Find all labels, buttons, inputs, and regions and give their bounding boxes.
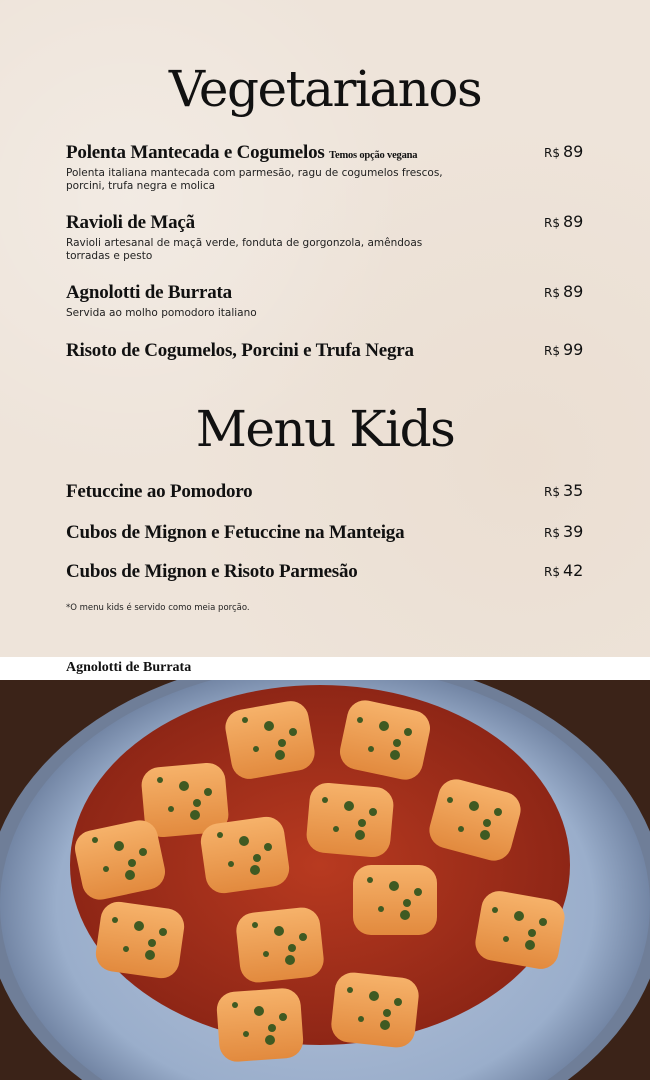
pesto-speck [123, 946, 129, 952]
pesto-speck [525, 940, 535, 950]
pesto-speck [268, 1024, 276, 1032]
pesto-speck [367, 877, 373, 883]
item-price [544, 142, 583, 161]
pesto-speck [190, 810, 200, 820]
pesto-speck [539, 918, 547, 926]
pesto-speck [403, 899, 411, 907]
price-value: 89 [562, 282, 584, 301]
agnolotti-piece [305, 781, 395, 858]
item-name: Ravioli de Maçã [66, 212, 195, 233]
price-value: 89 [562, 142, 584, 161]
pesto-speck [503, 936, 509, 942]
pesto-speck [204, 788, 212, 796]
pesto-speck [264, 721, 274, 731]
price-value: 35 [562, 481, 584, 500]
pesto-speck [469, 801, 479, 811]
pesto-speck [157, 777, 163, 783]
pesto-speck [168, 806, 174, 812]
pesto-speck [92, 837, 98, 843]
pesto-speck [265, 1035, 275, 1045]
pesto-speck [239, 836, 249, 846]
item-description: Ravioli artesanal de maçã verde, fonduta de gorgonzola, amêndoas torradas e pesto [66, 237, 423, 262]
pesto-speck [514, 911, 524, 921]
item-price [544, 481, 583, 500]
pesto-speck [322, 797, 328, 803]
item-price [544, 282, 583, 301]
currency: R$ [544, 344, 560, 358]
pesto-speck [389, 881, 399, 891]
menu-item [66, 340, 586, 362]
pesto-speck [112, 917, 118, 923]
pesto-speck [275, 750, 285, 760]
photo-caption: Agnolotti de Burrata [66, 660, 192, 675]
pesto-speck [274, 926, 284, 936]
pesto-speck [288, 944, 296, 952]
item-price [544, 522, 583, 541]
agnolotti-piece [216, 987, 305, 1063]
currency: R$ [544, 146, 560, 160]
item-name: Agnolotti de Burrata [66, 282, 232, 303]
pesto-speck [355, 830, 365, 840]
agnolotti-piece [353, 865, 437, 935]
item-price [544, 561, 583, 580]
pesto-speck [333, 826, 339, 832]
price-value: 39 [562, 522, 584, 541]
item-price [544, 212, 583, 231]
agnolotti-piece [94, 899, 187, 980]
pesto-speck [378, 906, 384, 912]
currency: R$ [544, 485, 560, 499]
pesto-speck [139, 848, 147, 856]
pesto-speck [193, 799, 201, 807]
pesto-speck [492, 907, 498, 913]
pesto-speck [103, 866, 109, 872]
agnolotti-piece [473, 888, 568, 972]
pesto-speck [358, 1016, 364, 1022]
pesto-speck [483, 819, 491, 827]
pesto-speck [250, 865, 260, 875]
agnolotti-piece [199, 814, 292, 895]
pesto-speck [299, 933, 307, 941]
pesto-speck [414, 888, 422, 896]
currency: R$ [544, 565, 560, 579]
pesto-speck [253, 854, 261, 862]
pesto-speck [289, 728, 297, 736]
price-value: 89 [562, 212, 584, 231]
pesto-speck [393, 739, 401, 747]
pesto-speck [285, 955, 295, 965]
pesto-speck [404, 728, 412, 736]
menu-item [66, 561, 586, 583]
pesto-speck [369, 808, 377, 816]
pesto-speck [279, 1013, 287, 1021]
pesto-speck [380, 1020, 390, 1030]
pesto-speck [264, 843, 272, 851]
pesto-speck [125, 870, 135, 880]
item-name: Fetuccine ao Pomodoro [66, 481, 253, 502]
pesto-speck [114, 841, 124, 851]
item-note-vegan: Temos opção vegana [329, 150, 418, 161]
currency: R$ [544, 216, 560, 230]
pesto-speck [254, 1006, 264, 1016]
menu-item [66, 282, 586, 320]
menu-item [66, 142, 586, 192]
section-title-vegetarianos: Vegetarianos [168, 60, 482, 118]
kids-footnote: *O menu kids é servido como meia porção. [66, 603, 250, 613]
pesto-speck [148, 939, 156, 947]
item-description: Polenta italiana mantecada com parmesão, ragu de cogumelos frescos, porcini, trufa negra e molica [66, 167, 443, 192]
agnolotti-piece [235, 906, 326, 984]
pesto-speck [134, 921, 144, 931]
pesto-speck [528, 929, 536, 937]
pesto-speck [128, 859, 136, 867]
pesto-speck [394, 998, 402, 1006]
pesto-speck [358, 819, 366, 827]
photo-caption-band [0, 657, 650, 680]
item-price [544, 340, 583, 359]
pesto-speck [232, 1002, 238, 1008]
pesto-speck [494, 808, 502, 816]
pesto-speck [278, 739, 286, 747]
pesto-speck [252, 922, 258, 928]
currency: R$ [544, 286, 560, 300]
agnolotti-piece [223, 698, 318, 782]
price-value: 42 [562, 561, 584, 580]
item-name: Risoto de Cogumelos, Porcini e Trufa Negra [66, 340, 414, 361]
pesto-speck [159, 928, 167, 936]
pesto-speck [253, 746, 259, 752]
pesto-speck [347, 987, 353, 993]
pesto-speck [242, 717, 248, 723]
item-name: Polenta Mantecada e Cogumelos [66, 142, 325, 163]
pesto-speck [179, 781, 189, 791]
section-title-menu-kids: Menu Kids [195, 400, 455, 458]
pesto-speck [369, 991, 379, 1001]
item-name: Cubos de Mignon e Fetuccine na Manteiga [66, 522, 405, 543]
pesto-speck [145, 950, 155, 960]
pesto-speck [390, 750, 400, 760]
dish-photo-illustration [0, 680, 650, 1080]
pesto-speck [480, 830, 490, 840]
pesto-speck [357, 717, 363, 723]
menu-item [66, 212, 586, 262]
item-description: Servida ao molho pomodoro italiano [66, 307, 257, 319]
pesto-speck [383, 1009, 391, 1017]
pesto-speck [447, 797, 453, 803]
pesto-speck [243, 1031, 249, 1037]
menu-item [66, 481, 586, 503]
pesto-speck [344, 801, 354, 811]
currency: R$ [544, 526, 560, 540]
pesto-speck [263, 951, 269, 957]
pesto-speck [379, 721, 389, 731]
price-value: 99 [562, 340, 584, 359]
pesto-speck [368, 746, 374, 752]
dish-photo [0, 680, 650, 1080]
pesto-speck [458, 826, 464, 832]
pesto-speck [217, 832, 223, 838]
menu-item [66, 522, 586, 544]
item-name: Cubos de Mignon e Risoto Parmesão [66, 561, 358, 582]
pesto-speck [400, 910, 410, 920]
pesto-speck [228, 861, 234, 867]
agnolotti-piece [330, 971, 421, 1049]
